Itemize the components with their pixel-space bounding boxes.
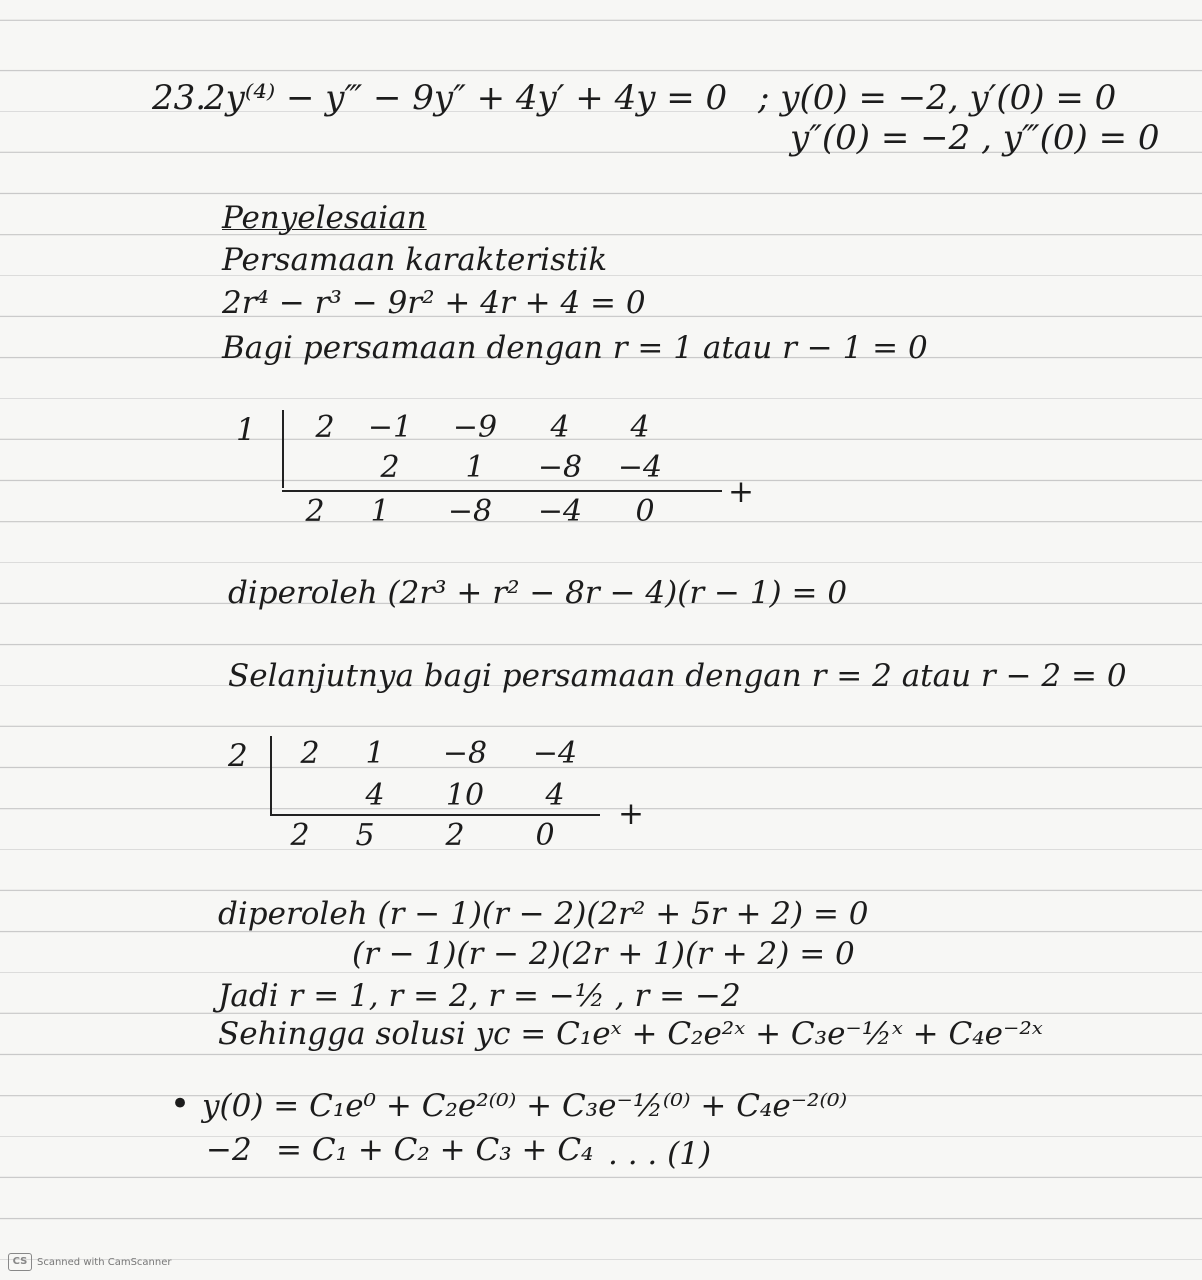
initial-condition-lhs: −2 xyxy=(206,1132,252,1168)
initial-conditions-line1: ; y(0) = −2, y′(0) = 0 xyxy=(758,78,1117,118)
synthetic1-middle: −8 xyxy=(537,450,583,485)
synthetic1-coeff: 4 xyxy=(630,410,650,445)
solution-heading: Penyelesaian xyxy=(222,200,427,236)
synthetic2-coeff: 1 xyxy=(365,736,385,771)
camscanner-watermark xyxy=(8,1253,172,1271)
obtained-second-factorization: diperoleh (r − 1)(r − 2)(2r² + 5r + 2) = 0 xyxy=(218,896,869,932)
synthetic2-coeff: 2 xyxy=(300,736,320,771)
initial-conditions-line2: y″(0) = −2 , y‴(0) = 0 xyxy=(790,118,1160,158)
synthetic2-vertical-bar xyxy=(270,736,272,816)
synthetic2-result: 0 xyxy=(535,818,555,853)
roots-statement: Jadi r = 1, r = 2, r = −½ , r = −2 xyxy=(218,978,741,1014)
synthetic2-sum-line xyxy=(270,814,600,816)
synthetic2-middle: 4 xyxy=(545,778,565,813)
characteristic-equation: 2r⁴ − r³ − 9r² + 4r + 4 = 0 xyxy=(222,285,646,321)
synthetic1-coeff: 2 xyxy=(315,410,335,445)
synthetic2-result-row xyxy=(280,818,590,853)
synthetic2-coefficients-row xyxy=(290,736,600,771)
initial-condition-rhs: = C₁ + C₂ + C₃ + C₄ xyxy=(276,1132,594,1168)
synthetic1-result-row xyxy=(290,494,690,529)
synthetic1-result: 2 xyxy=(305,494,325,529)
problem-equation: 2y⁽⁴⁾ − y‴ − 9y″ + 4y′ + 4y = 0 xyxy=(204,78,728,118)
synthetic1-middle: 1 xyxy=(465,450,485,485)
synthetic1-coeff: −9 xyxy=(452,410,498,445)
obtained-first-factorization: diperoleh (2r³ + r² − 8r − 4)(r − 1) = 0 xyxy=(228,575,848,611)
divide-by-r1-text: Bagi persamaan dengan r = 1 atau r − 1 = 0 xyxy=(222,330,928,366)
synthetic2-middle: 10 xyxy=(445,778,485,813)
synthetic2-result: 2 xyxy=(290,818,310,853)
characteristic-label: Persamaan karakteristik xyxy=(222,242,608,278)
camscanner-text: Scanned with CamScanner xyxy=(37,1256,172,1268)
synthetic1-result: 1 xyxy=(370,494,390,529)
synthetic1-sum-line xyxy=(282,490,722,492)
equation-tag: . . . (1) xyxy=(608,1136,712,1172)
synthetic2-middle-row xyxy=(330,778,600,813)
camscanner-logo: CS xyxy=(8,1253,32,1271)
full-factorization: (r − 1)(r − 2)(2r + 1)(r + 2) = 0 xyxy=(352,936,855,972)
synthetic1-plus-sign: + xyxy=(728,474,754,510)
synthetic2-result: 5 xyxy=(355,818,375,853)
divide-by-r2-text: Selanjutnya bagi persamaan dengan r = 2 atau r − 2 = 0 xyxy=(228,658,1127,694)
synthetic1-result: 0 xyxy=(635,494,655,529)
synthetic1-coeff: 4 xyxy=(550,410,570,445)
synthetic1-middle-row xyxy=(350,450,680,485)
synthetic2-coeff: −4 xyxy=(532,736,578,771)
synthetic1-result: −4 xyxy=(537,494,583,529)
synthetic2-divisor: 2 xyxy=(228,738,248,774)
synthetic1-middle: 2 xyxy=(380,450,400,485)
synthetic1-vertical-bar xyxy=(282,410,284,488)
bullet-point: • xyxy=(170,1084,191,1124)
initial-condition-substitution: y(0) = C₁e⁰ + C₂e²⁽⁰⁾ + C₃e⁻½⁽⁰⁾ + C₄e⁻²⁽⁰⁾ xyxy=(202,1088,848,1124)
synthetic1-coefficients-row xyxy=(300,410,680,445)
synthetic1-coeff: −1 xyxy=(367,410,413,445)
synthetic2-coeff: −8 xyxy=(442,736,488,771)
synthetic2-middle: 4 xyxy=(365,778,385,813)
synthetic2-plus-sign: + xyxy=(618,796,644,832)
synthetic1-result: −8 xyxy=(447,494,493,529)
synthetic2-result: 2 xyxy=(445,818,465,853)
general-solution: Sehingga solusi yc = C₁eˣ + C₂e²ˣ + C₃e⁻½ˣ + C₄e⁻²ˣ xyxy=(218,1016,1043,1052)
problem-number: 23. xyxy=(152,78,207,118)
synthetic1-divisor: 1 xyxy=(236,412,256,448)
synthetic1-middle: −4 xyxy=(617,450,663,485)
